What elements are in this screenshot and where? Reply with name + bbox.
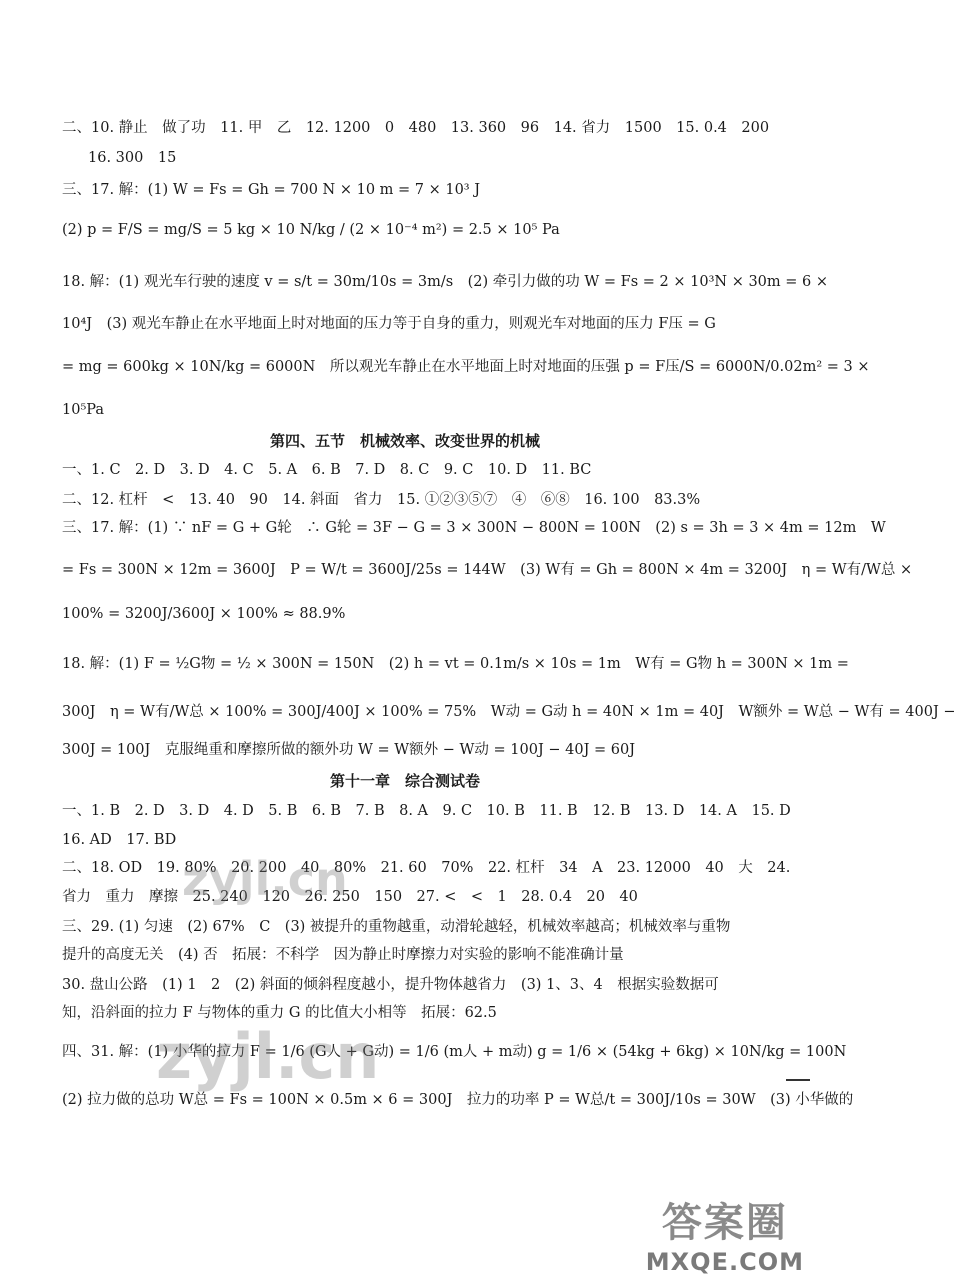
watermark-text: zyjl.cn <box>182 852 348 906</box>
answer-line: 四、31. 解：(1) 小华的拉力 F = 1/6 (G人 + G动) = 1/6 (m人 + m动) g = 1/6 × (54kg + 6kg) × 10N/kg = 100N <box>62 1044 847 1060</box>
answer-line: 30. 盘山公路 (1) 1 2 (2) 斜面的倾斜程度越小，提升物体越省力 (3) 1、3、4 根据实验数据可 <box>62 977 719 993</box>
section-heading: 第四、五节 机械效率、改变世界的机械 <box>269 432 540 450</box>
page-edge-mark <box>786 1079 810 1081</box>
answer-line: 16. 300 15 <box>88 150 177 166</box>
watermark-logo-text: 答案圈 <box>661 1200 788 1246</box>
answer-line: 三、17. 解：(1) W = Fs = Gh = 700 N × 10 m = 7 × 10³ J <box>62 182 481 198</box>
watermark-text: zyjl.cn <box>156 1020 380 1093</box>
answer-line: 18. 解：(1) F = ½G物 = ½ × 300N = 150N (2) h = vt = 0.1m/s × 10s = 1m W有 = G物 h = 300N × 1m = <box>62 656 849 672</box>
answer-line: 10⁴J (3) 观光车静止在水平地面上时对地面的压力等于自身的重力，则观光车对地面的压力 F压 = G <box>62 316 716 332</box>
answer-line: 300J = 100J 克服绳重和摩擦所做的额外功 W = W额外 − W动 = 100J − 40J = 60J <box>62 742 636 758</box>
answer-line: 10⁵Pa <box>62 402 105 418</box>
answer-line: 省力 重力 摩擦 25. 240 120 26. 250 150 27. < < 1 28. 0.4 20 40 <box>62 889 638 905</box>
answer-line: 二、12. 杠杆 < 13. 40 90 14. 斜面 省力 15. ①②③⑤⑦ ④ ⑥⑧ 16. 100 83.3% <box>62 492 701 508</box>
answer-line: = mg = 600kg × 10N/kg = 6000N 所以观光车静止在水平地面上时对地面的压强 p = F压/S = 6000N/0.02m² = 3 × <box>62 359 870 375</box>
answer-line: (2) p = F/S = mg/S = 5 kg × 10 N/kg / (2 × 10⁻⁴ m²) = 2.5 × 10⁵ Pa <box>62 222 560 238</box>
answer-line: 100% = 3200J/3600J × 100% ≈ 88.9% <box>62 606 346 622</box>
answer-line: 一、1. B 2. D 3. D 4. D 5. B 6. B 7. B 8. A 9. C 10. B 11. B 12. B 13. D 14. A 15. D <box>62 803 791 819</box>
corner-watermark-logo <box>646 1191 804 1276</box>
answer-line: 二、18. OD 19. 80% 20. 200 40 80% 21. 60 70% 22. 杠杆 34 A 23. 12000 40 大 24. <box>62 860 791 876</box>
answer-line: 一、1. C 2. D 3. D 4. C 5. A 6. B 7. D 8. C 9. C 10. D 11. BC <box>62 462 592 478</box>
answer-line: (2) 拉力做的总功 W总 = Fs = 100N × 0.5m × 6 = 300J 拉力的功率 P = W总/t = 300J/10s = 30W (3) 小华做的 <box>62 1092 854 1108</box>
watermark-logo-url: MXQE.COM <box>645 1248 804 1276</box>
answer-line: 300J η = W有/W总 × 100% = 300J/400J × 100% = 75% W动 = G动 h = 40N × 1m = 40J W额外 = W总 − W有 = 400J − <box>62 704 956 720</box>
answer-line: 知，沿斜面的拉力 F 与物体的重力 G 的比值大小相等 拓展：62.5 <box>62 1005 497 1021</box>
answer-line: 提升的高度无关 (4) 否 拓展：不科学 因为静止时摩擦力对实验的影响不能准确计量 <box>62 947 624 963</box>
answer-line: = Fs = 300N × 12m = 3600J P = W/t = 3600J/25s = 144W (3) W有 = Gh = 800N × 4m = 3200J η = W有/W总 × <box>62 562 913 578</box>
answer-line: 三、17. 解：(1) ∵ nF = G + G轮 ∴ G轮 = 3F − G = 3 × 300N − 800N = 100N (2) s = 3h = 3 × 4m = 12m W <box>62 520 886 536</box>
chapter-heading: 第十一章 综合测试卷 <box>329 772 480 790</box>
answer-line: 18. 解：(1) 观光车行驶的速度 v = s/t = 30m/10s = 3m/s (2) 牵引力做的功 W = Fs = 2 × 10³N × 30m = 6 × <box>62 274 829 290</box>
answer-line: 二、10. 静止 做了功 11. 甲 乙 12. 1200 0 480 13. 360 96 14. 省力 1500 15. 0.4 200 <box>62 120 770 136</box>
answer-line: 16. AD 17. BD <box>62 832 177 848</box>
answer-line: 三、29. (1) 匀速 (2) 67% C (3) 被提升的重物越重，动滑轮越轻，机械效率越高；机械效率与重物 <box>62 919 731 935</box>
